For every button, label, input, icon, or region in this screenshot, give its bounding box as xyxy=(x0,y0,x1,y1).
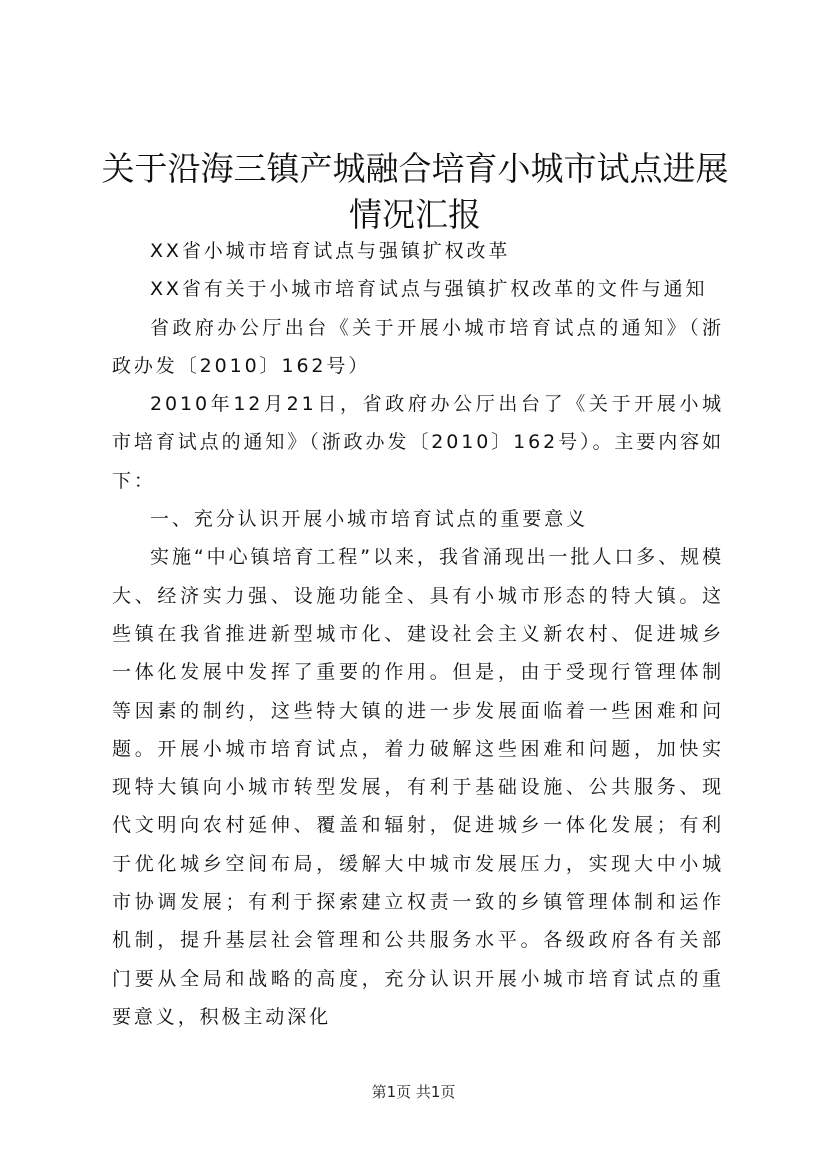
paragraph: 2010年12月21日，省政府办公厅出台了《关于开展小城市培育试点的通知》（浙政办发〔2010〕162号）。主要内容如下： xyxy=(112,393,724,492)
document-body xyxy=(112,232,724,1036)
paragraph: XX省有关于小城市培育试点与强镇扩权改革的文件与通知 xyxy=(150,278,708,301)
document-title: 关于沿海三镇产城融合培育小城市试点进展情况汇报 xyxy=(101,149,729,234)
section-heading: 一、充分认识开展小城市培育试点的重要意义 xyxy=(150,508,589,531)
page-footer: 第1页 共1页 xyxy=(371,1083,456,1101)
paragraph: 实施“中心镇培育工程”以来，我省涌现出一批人口多、规模大、经济实力强、设施功能全、具有小城市形态的特大镇。这些镇在我省推进新型城市化、建设社会主义新农村、促进城乡一体化发展中发挥了重要的作用。但是，由于受现行管理体制等因素的制约，这些特大镇的进一步发展面临着一些困难和问题。开展小城市培育试点，着力破解这些困难和问题，加快实现特大镇向小城市转型发展，有利于基础设施、公共服务、现代文明向农村延伸、覆盖和辐射，促进城乡一体化发展；有利于优化城乡空间布局，缓解大中城市发展压力，实现大中小城市协调发展；有利于探索建立权责一致的乡镇管理体制和运作机制，提升基层社会管理和公共服务水平。各级政府各有关部门要从全局和战略的高度，充分认识开展小城市培育试点的重要意义，积极主动深化 xyxy=(112,546,724,1028)
paragraph: 省政府办公厅出台《关于开展小城市培育试点的通知》（浙政办发〔2010〕162号） xyxy=(112,316,724,377)
paragraph: XX省小城市培育试点与强镇扩权改革 xyxy=(150,240,511,262)
